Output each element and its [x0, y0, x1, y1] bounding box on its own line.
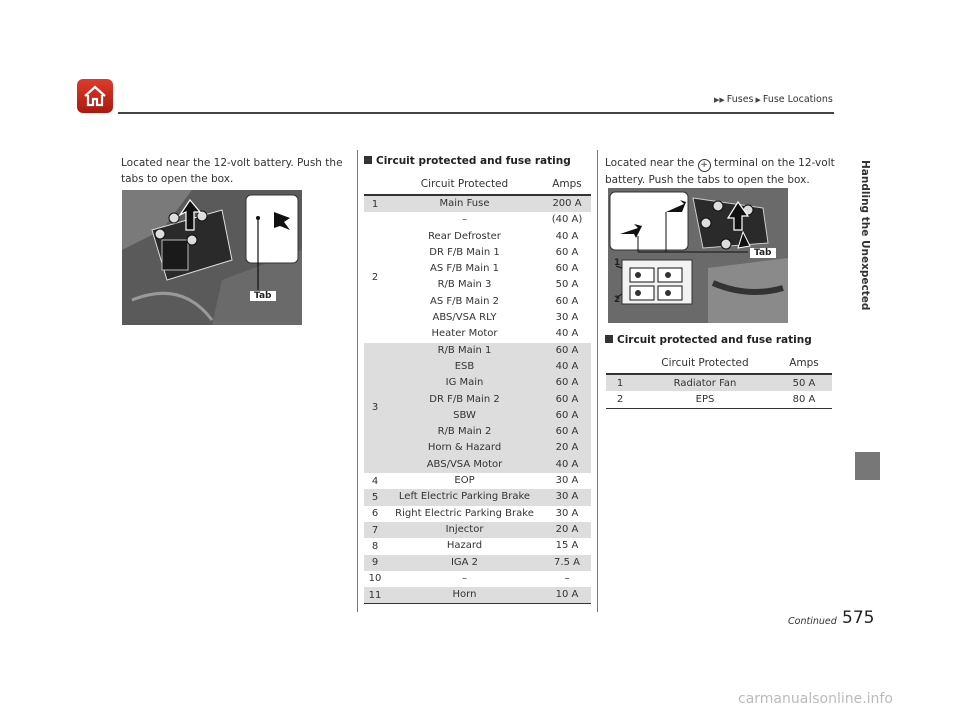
home-icon — [83, 85, 107, 107]
circuit-name: R/B Main 3 — [437, 279, 492, 291]
amps-cell — [543, 538, 591, 554]
amps-value: 20 A — [555, 442, 579, 454]
amps-value: 60 A — [555, 393, 579, 405]
amps-value: 80 A — [776, 391, 832, 408]
table-header-no — [364, 174, 386, 195]
circuit-cell — [386, 522, 543, 538]
amps-value: 40 A — [555, 328, 579, 340]
amps-value: 60 A — [555, 263, 579, 275]
chapter-tab-label: Handling the Unexpected — [859, 160, 871, 311]
amps-cell — [543, 522, 591, 538]
fuse-number: 4 — [371, 475, 379, 487]
fuse-number: 7 — [364, 522, 386, 538]
fuse-number: 8 — [371, 540, 379, 552]
table-row — [364, 489, 591, 505]
circuit-name: R/B Main 2 — [437, 426, 492, 438]
left-instruction-text: Located near the 12-volt battery. Push the tabs to open the box. — [121, 157, 343, 185]
circuit-cell — [386, 343, 543, 473]
circuit-name: Rear Defroster — [428, 230, 501, 242]
amps-value: 30 A — [555, 507, 579, 519]
chapter-tab[interactable] — [855, 50, 880, 395]
amps-cell — [543, 489, 591, 505]
circuit-cell — [386, 538, 543, 554]
amps-cell — [543, 555, 591, 571]
breadcrumb — [712, 94, 833, 105]
amps-value: 60 A — [555, 409, 579, 421]
middle-table-heading — [364, 155, 571, 167]
table-row — [364, 587, 591, 604]
circuit-name: Horn & Hazard — [427, 442, 502, 454]
circuit-name: AS F/B Main 1 — [430, 263, 499, 275]
home-button[interactable] — [77, 79, 113, 113]
amps-cell — [543, 195, 591, 212]
watermark: carmanualsonline.info — [738, 691, 893, 707]
amps-value: 30 A — [555, 312, 579, 324]
circuit-name: EPS — [634, 391, 776, 408]
table-row — [364, 473, 591, 489]
amps-value: 40 A — [555, 360, 579, 372]
breadcrumb-arrow-icon: ▶▶ — [714, 96, 725, 104]
amps-value: 60 A — [555, 295, 579, 307]
right-instruction-text — [605, 155, 840, 188]
fuse-number: 2 — [606, 391, 634, 408]
circuit-name: EOP — [454, 475, 475, 487]
fuse-number: 5 — [364, 489, 386, 505]
chapter-indicator — [855, 452, 880, 480]
table-row — [364, 212, 591, 342]
bullet-square-icon — [364, 156, 372, 164]
amps-value: 200 A — [552, 198, 582, 209]
table-row — [364, 538, 591, 554]
circuit-name: Main Fuse — [439, 198, 490, 209]
middle-table-heading-text: Circuit protected and fuse rating — [376, 155, 571, 167]
amps-value: 60 A — [555, 246, 579, 258]
breadcrumb-current[interactable]: Fuse Locations — [762, 94, 833, 105]
circuit-name: AS F/B Main 2 — [430, 295, 499, 307]
amps-value: 10 A — [555, 589, 579, 601]
circuit-name: ESB — [454, 360, 475, 372]
table-row — [364, 506, 591, 522]
table-row — [606, 391, 832, 408]
right-fuse-table — [606, 353, 832, 409]
tab-label: Tab — [250, 291, 276, 301]
amps-value: 20 A — [555, 523, 579, 535]
plus-terminal-icon: + — [698, 159, 711, 172]
circuit-name: R/B Main 1 — [437, 344, 492, 356]
amps-value: 15 A — [555, 540, 579, 552]
middle-table-body — [364, 195, 591, 604]
fuse-box-illustration — [122, 190, 302, 325]
table-row — [364, 195, 591, 212]
callout-1: 1 — [614, 258, 621, 268]
circuit-name: DR F/B Main 2 — [429, 393, 500, 405]
amps-cell — [543, 343, 591, 473]
amps-cell — [543, 473, 591, 489]
table-row — [364, 571, 591, 587]
right-text-part2: terminal on the 12-volt battery. Push the tabs to open the box. — [605, 157, 835, 186]
fuse-number: 1 — [606, 374, 634, 391]
table-header-circuit: Circuit Protected — [634, 353, 776, 374]
circuit-name: Radiator Fan — [634, 374, 776, 391]
amps-value: 60 A — [555, 377, 579, 389]
circuit-name: ABS/VSA Motor — [426, 458, 503, 470]
fuse-number: 2 — [371, 271, 379, 283]
callout-2: 2 — [614, 295, 621, 305]
amps-value: 7.5 A — [554, 556, 580, 568]
continued-label: Continued — [788, 616, 837, 627]
circuit-cell — [386, 555, 543, 571]
circuit-name: Heater Motor — [431, 328, 498, 340]
circuit-name: ABS/VSA RLY — [432, 312, 497, 324]
right-table-heading-text: Circuit protected and fuse rating — [617, 334, 812, 346]
table-row — [364, 343, 591, 473]
fuse-number: 9 — [364, 555, 386, 571]
column-divider — [357, 150, 358, 612]
amps-value: 30 A — [555, 475, 579, 487]
circuit-name: DR F/B Main 1 — [429, 246, 500, 258]
table-row — [364, 522, 591, 538]
circuit-cell — [386, 489, 543, 505]
amps-value: 50 A — [776, 374, 832, 391]
amps-value: 40 A — [555, 230, 579, 242]
fuse-number: 10 — [368, 573, 382, 585]
header-rule — [118, 112, 834, 114]
circuit-cell — [386, 212, 543, 342]
circuit-cell — [386, 195, 543, 212]
circuit-cell — [386, 473, 543, 489]
page-number: 575 — [842, 608, 875, 628]
amps-value: 30 A — [555, 491, 579, 503]
table-header-amps: Amps — [776, 353, 832, 374]
amps-cell — [543, 506, 591, 522]
breadcrumb-arrow-icon: ▶ — [755, 96, 761, 104]
circuit-cell — [386, 506, 543, 522]
circuit-name: – — [462, 214, 467, 226]
right-table-body — [606, 374, 832, 408]
circuit-name: Left Electric Parking Brake — [398, 491, 531, 503]
circuit-name: IG Main — [445, 377, 484, 389]
circuit-name: Injector — [445, 523, 484, 535]
fuse-number: 6 — [371, 508, 379, 520]
amps-cell — [543, 571, 591, 587]
table-header-no — [606, 353, 634, 374]
fuse-number: 3 — [364, 343, 386, 473]
bullet-square-icon — [605, 335, 613, 343]
amps-value: 60 A — [555, 426, 579, 438]
middle-fuse-table — [364, 174, 591, 604]
column-divider — [597, 150, 598, 612]
amps-cell — [543, 587, 591, 604]
table-header-amps: Amps — [543, 174, 591, 195]
circuit-name: IGA 2 — [450, 556, 479, 568]
amps-value: 50 A — [555, 279, 579, 291]
circuit-name: Hazard — [446, 540, 483, 552]
amps-value: 40 A — [555, 458, 579, 470]
table-row — [606, 374, 832, 391]
right-fuse-box-photo — [608, 188, 788, 323]
circuit-name: SBW — [453, 409, 476, 421]
amps-value: (40 A) — [551, 214, 583, 226]
circuit-name: Right Electric Parking Brake — [395, 507, 534, 519]
table-row — [364, 555, 591, 571]
right-table-heading — [605, 334, 812, 346]
right-text-part1: Located near the — [605, 157, 695, 169]
table-header-circuit: Circuit Protected — [386, 174, 543, 195]
amps-value: 60 A — [555, 344, 579, 356]
amps-cell — [543, 212, 591, 342]
left-fuse-box-photo — [122, 190, 302, 325]
breadcrumb-link-fuses[interactable]: Fuses — [726, 94, 754, 105]
circuit-cell — [386, 571, 543, 587]
circuit-name: Horn — [452, 589, 477, 601]
tab-label: Tab — [750, 248, 776, 258]
circuit-cell — [386, 587, 543, 604]
circuit-name: – — [462, 572, 467, 584]
fuse-number: 11 — [364, 587, 386, 604]
amps-value: – — [564, 572, 570, 584]
fuse-number: 1 — [364, 195, 386, 212]
